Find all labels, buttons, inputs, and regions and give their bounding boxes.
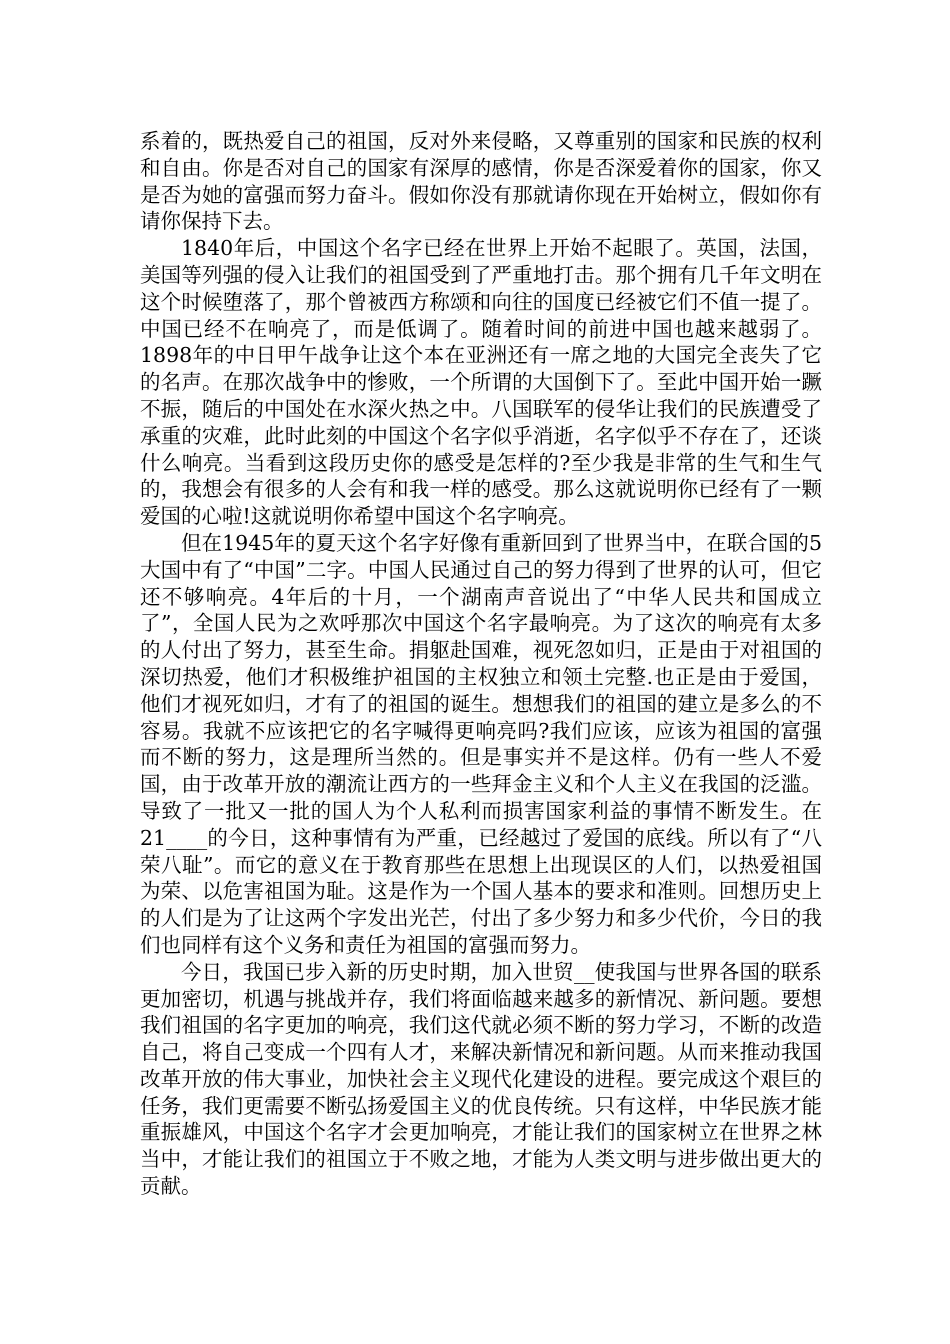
paragraph-3: 但在1945年的夏天这个名字好像有重新回到了世界当中，在联合国的5大国中有了“中国”二字。中国人民通过自己的努力得到了世界的认可，但它还不够响亮。4年后的十月，一个湖南声音说出了“中华人民共和国成立了”，全国人民为之欢呼那次中国这个名字最响亮。为了这次的响亮有太多的人付出了努力，甚至生命。捐躯赴国难，视死忽如归，正是由于对祖国的深切热爱，他们才积极维护祖国的主权独立和领土完整.也正是由于爱国，他们才视死如归，才有了的祖国的诞生。想想我们的祖国的建立是多么的不容易。我就不应该把它的名字喊得更响亮吗?我们应该，应该为祖国的富强而不断的努力，这是理所当然的。但是事实并不是这样。仍有一些人不爱国，由于改革开放的潮流让西方的一些拜金主义和个人主义在我国的泛滥。导致了一批又一批的国人为个人私利而损害国家利益的事情不断发生。在21____的今日，这种事情有为严重，已经越过了爱国的底线。所以有了“八荣八耻”。而它的意义在于教育那些在思想上出现误区的人们，以热爱祖国为荣、以危害祖国为耻。这是作为一个国人基本的要求和准则。回想历史上的人们是为了让这两个字发出光芒，付出了多少努力和多少代价，今日的我们也同样有这个义务和责任为祖国的富强而努力。 xyxy=(140,530,822,957)
paragraph-2: 1840年后，中国这个名字已经在世界上开始不起眼了。英国，法国，美国等列强的侵入让我们的祖国受到了严重地打击。那个拥有几千年文明在这个时候堕落了，那个曾被西方称颂和向往的国度已经被它们不值一提了。中国已经不在响亮了，而是低调了。随着时间的前进中国也越来越弱了。1898年的中日甲午战争让这个本在亚洲还有一席之地的大国完全丧失了它的名声。在那次战争中的惨败，一个所谓的大国倒下了。至此中国开始一蹶不振，随后的中国处在水深火热之中。八国联军的侵华让我们的民族遭受了承重的灾难，此时此刻的中国这个名字似乎消逝，名字似乎不存在了，还谈什么响亮。当看到这段历史你的感受是怎样的?至少我是非常的生气和生气的，我想会有很多的人会有和我一样的感受。那么这就说明你已经有了一颗爱国的心啦!这就说明你希望中国这个名字响亮。 xyxy=(140,236,822,529)
paragraph-1: 系着的，既热爱自己的祖国，反对外来侵略，又尊重别的国家和民族的权利和自由。你是否对自己的国家有深厚的感情，你是否深爱着你的国家，你又是否为她的富强而努力奋斗。假如你没有那就请你现在开始树立，假如你有请你保持下去。 xyxy=(140,129,822,234)
paragraph-4: 今日，我国已步入新的历史时期，加入世贸__使我国与世界各国的联系更加密切，机遇与挑战并存，我们将面临越来越多的新情况、新问题。要想我们祖国的名字更加的响亮，我们这代就必须不断的努力学习，不断的改造自己，将自己变成一个四有人才，来解决新情况和新问题。从而来推动我国改革开放的伟大事业，加快社会主义现代化建设的进程。要完成这个艰巨的任务，我们更需要不断弘扬爱国主义的优良传统。只有这样，中华民族才能重振雄风，中国这个名字才会更加响亮，才能让我们的国家树立在世界之林当中，才能让我们的祖国立于不败之地，才能为人类文明与进步做出更大的贡献。 xyxy=(140,959,822,1199)
document-body xyxy=(140,128,822,1200)
